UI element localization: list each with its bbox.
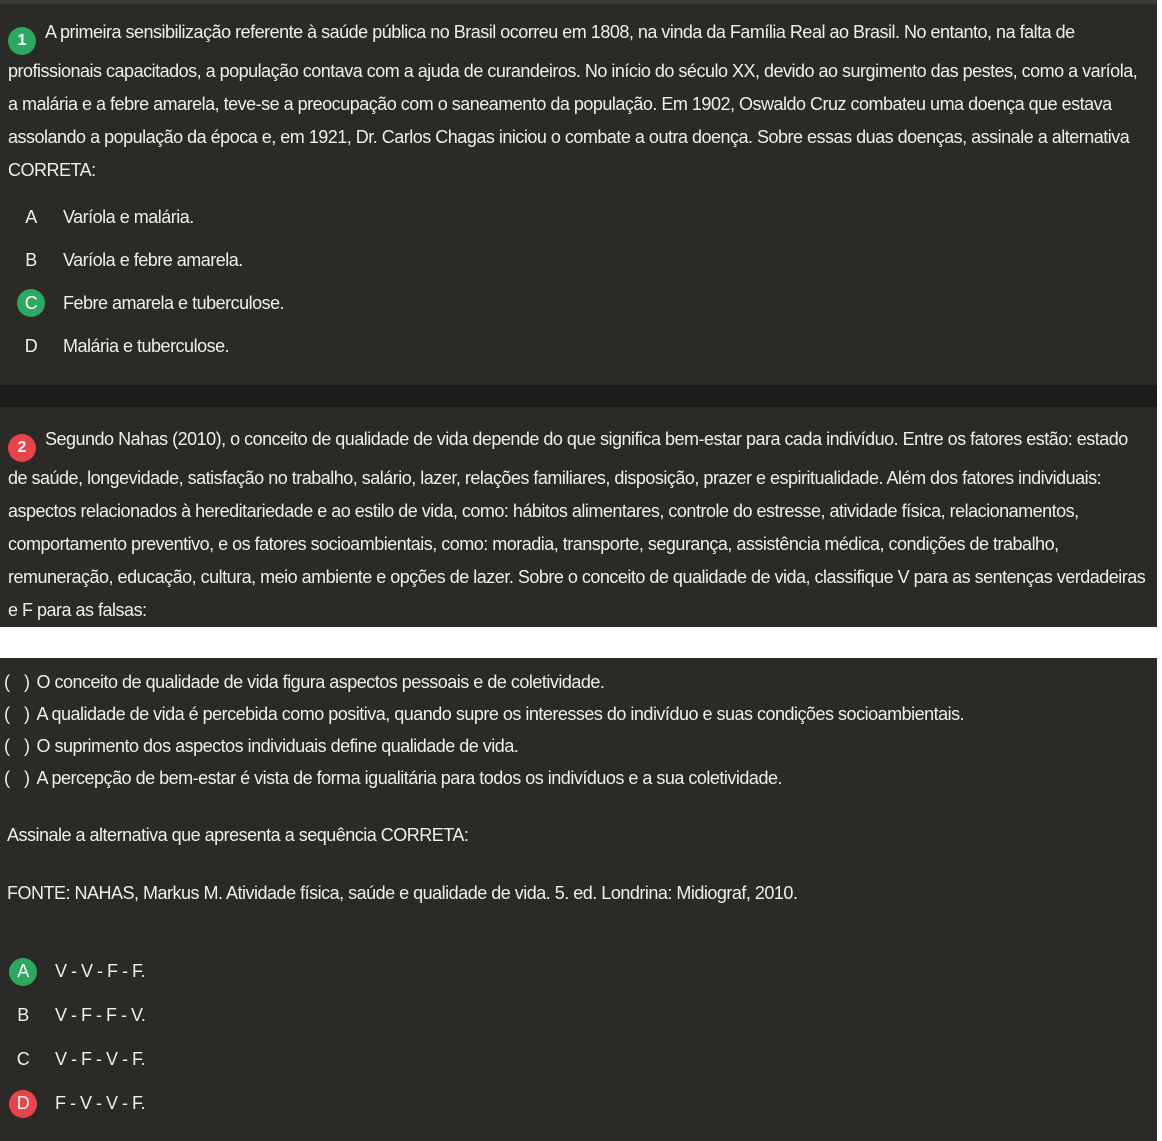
option-text: Varíola e febre amarela. — [63, 249, 243, 270]
statement-text: A percepção de bem-estar é vista de forma igualitária para todos os indivíduos e a sua coletividade. — [36, 767, 782, 788]
option-text: V - V - F - F. — [55, 961, 145, 981]
statement-blank-marker: ( ) — [4, 735, 30, 756]
option-row-d[interactable] — [0, 1082, 1149, 1126]
question2-statements — [0, 666, 1149, 794]
question1-options — [8, 196, 1149, 368]
statement-line — [4, 762, 1149, 794]
question2-card — [0, 407, 1157, 627]
question2-text-block — [8, 423, 1149, 627]
statement-line — [4, 730, 1149, 762]
option-row-c[interactable] — [0, 1038, 1149, 1082]
section-separator — [0, 385, 1157, 407]
option-text: F - V - V - F. — [55, 1093, 145, 1113]
option-selected-badge[interactable]: D — [9, 1090, 37, 1118]
question2-options — [0, 950, 1149, 1126]
option-text: Malária e tuberculose. — [63, 335, 230, 356]
option-selected-badge[interactable]: C — [17, 289, 45, 317]
statement-line — [4, 698, 1149, 730]
option-letter[interactable]: C — [16, 1049, 30, 1069]
statement-text: O suprimento dos aspectos individuais define qualidade de vida. — [36, 735, 519, 756]
white-gap — [0, 627, 1162, 658]
question1-text: A primeira sensibilização referente à saúde pública no Brasil ocorreu em 1808, na vinda da Família Real ao Brasil. No entanto, na falta de profissionais capacitados, a população contava com a ajuda de curandeiros. No início do século XX, devido ao surgimento das pestes, como a varíola, a malária e a febre amarela, teve-se a preocupação com o saneamento da população. Em 1902, Oswaldo Cruz combateu uma doença que estava assolando a população da época e, em 1921, Dr. Carlos Chagas iniciou o combate a outra doença. Sobre essas duas doenças, assinale a alternativa CORRETA: — [8, 22, 1138, 180]
question1-number-badge: 1 — [8, 27, 36, 55]
option-row-a[interactable] — [8, 196, 1149, 239]
option-row-b[interactable] — [8, 239, 1149, 282]
question2-answers-card — [0, 658, 1157, 1141]
question2-source: FONTE: NAHAS, Markus M. Atividade física, saúde e qualidade de vida. 5. ed. Londrina: Midiograf, 2010. — [7, 882, 798, 903]
question2-text: Segundo Nahas (2010), o conceito de qualidade de vida depende do que significa bem-estar para cada indivíduo. Entre os fatores estão: estado de saúde, longevidade, satisfação no trabalho, salário, lazer, relações familiares, disposição, prazer e espiritualidade. Além dos fatores individuais: aspectos relacionados à hereditariedade e ao estilo de vida, como: hábitos alimentares, controle do estresse, atividade física, relacionamentos, comportamento preventivo, e os fatores socioambientais, como: moradia, transporte, segurança, assistência médica, condições de trabalho, remuneração, educação, cultura, meio ambiente e opções de lazer. Sobre o conceito de qualidade de vida, classifique V para as sentenças verdadeiras e F para as falsas: — [8, 429, 1146, 620]
statement-blank-marker: ( ) — [4, 767, 30, 788]
option-letter[interactable]: B — [25, 249, 37, 270]
option-selected-badge[interactable]: A — [9, 958, 37, 986]
question1-text-block — [8, 16, 1149, 187]
question1-card — [0, 0, 1157, 385]
option-row-b[interactable] — [0, 994, 1149, 1038]
question2-prompt: Assinale a alternativa que apresenta a sequência CORRETA: — [7, 824, 469, 845]
statement-blank-marker: ( ) — [4, 671, 30, 692]
statement-text: O conceito de qualidade de vida figura aspectos pessoais e de coletividade. — [36, 671, 605, 692]
statement-line — [4, 666, 1149, 698]
option-letter[interactable]: A — [25, 206, 37, 227]
option-row-c[interactable] — [8, 282, 1149, 325]
option-text: V - F - V - F. — [55, 1049, 145, 1069]
statement-text: A qualidade de vida é percebida como positiva, quando supre os interesses do indivíduo e suas condições socioambientais. — [36, 703, 965, 724]
option-letter[interactable]: B — [17, 1005, 29, 1025]
statement-blank-marker: ( ) — [4, 703, 30, 724]
question2-number-badge: 2 — [8, 434, 36, 462]
option-row-d[interactable] — [8, 325, 1149, 368]
option-text: Varíola e malária. — [63, 206, 194, 227]
option-text: V - F - F - V. — [55, 1005, 146, 1025]
option-text: Febre amarela e tuberculose. — [63, 292, 285, 313]
option-row-a[interactable] — [0, 950, 1149, 994]
option-letter[interactable]: D — [24, 335, 38, 356]
